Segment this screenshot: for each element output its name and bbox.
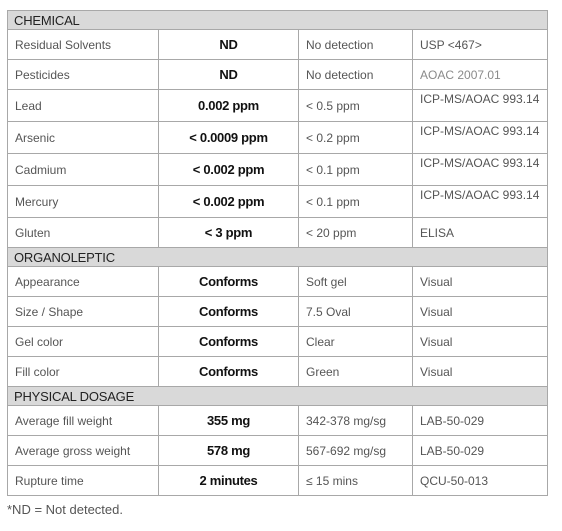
section-header-organoleptic bbox=[8, 248, 548, 267]
result-cell: < 0.002 ppm bbox=[159, 154, 299, 186]
param-cell: Fill color bbox=[8, 357, 159, 387]
method-cell: ICP-MS/AOAC 993.14 bbox=[413, 90, 548, 122]
table-row bbox=[8, 154, 548, 186]
table-row bbox=[8, 90, 548, 122]
table-row bbox=[8, 436, 548, 466]
method-cell: ICP-MS/AOAC 993.14 bbox=[413, 154, 548, 186]
table-row bbox=[8, 267, 548, 297]
result-cell: 0.002 ppm bbox=[159, 90, 299, 122]
spec-cell: < 0.1 ppm bbox=[299, 186, 413, 218]
param-cell: Average gross weight bbox=[8, 436, 159, 466]
param-cell: Arsenic bbox=[8, 122, 159, 154]
method-cell: ICP-MS/AOAC 993.14 bbox=[413, 186, 548, 218]
result-cell: Conforms bbox=[159, 267, 299, 297]
method-cell: AOAC 2007.01 bbox=[413, 60, 548, 90]
specification-sheet bbox=[7, 10, 547, 496]
section-title: ORGANOLEPTIC bbox=[8, 248, 548, 267]
spec-cell: < 20 ppm bbox=[299, 218, 413, 248]
section-header-physical-dosage bbox=[8, 387, 548, 406]
section-title: PHYSICAL DOSAGE bbox=[8, 387, 548, 406]
method-cell: Visual bbox=[413, 327, 548, 357]
param-cell: Mercury bbox=[8, 186, 159, 218]
spec-cell: Clear bbox=[299, 327, 413, 357]
spec-cell: 7.5 Oval bbox=[299, 297, 413, 327]
param-cell: Average fill weight bbox=[8, 406, 159, 436]
table-row bbox=[8, 466, 548, 496]
param-cell: Lead bbox=[8, 90, 159, 122]
result-cell: ND bbox=[159, 30, 299, 60]
param-cell: Cadmium bbox=[8, 154, 159, 186]
result-cell: < 3 ppm bbox=[159, 218, 299, 248]
param-cell: Appearance bbox=[8, 267, 159, 297]
spec-cell: 342-378 mg/sg bbox=[299, 406, 413, 436]
result-cell: < 0.002 ppm bbox=[159, 186, 299, 218]
spec-cell: < 0.2 ppm bbox=[299, 122, 413, 154]
table-row bbox=[8, 60, 548, 90]
table-row bbox=[8, 186, 548, 218]
result-cell: 355 mg bbox=[159, 406, 299, 436]
result-cell: ND bbox=[159, 60, 299, 90]
param-cell: Gel color bbox=[8, 327, 159, 357]
spec-cell: < 0.1 ppm bbox=[299, 154, 413, 186]
method-cell: Visual bbox=[413, 297, 548, 327]
table-row bbox=[8, 327, 548, 357]
spec-cell: No detection bbox=[299, 30, 413, 60]
table-row bbox=[8, 30, 548, 60]
param-cell: Pesticides bbox=[8, 60, 159, 90]
table-row bbox=[8, 218, 548, 248]
result-cell: < 0.0009 ppm bbox=[159, 122, 299, 154]
param-cell: Residual Solvents bbox=[8, 30, 159, 60]
spec-cell: Green bbox=[299, 357, 413, 387]
param-cell: Size / Shape bbox=[8, 297, 159, 327]
method-cell: ELISA bbox=[413, 218, 548, 248]
spec-cell: No detection bbox=[299, 60, 413, 90]
spec-cell: Soft gel bbox=[299, 267, 413, 297]
method-cell: Visual bbox=[413, 357, 548, 387]
result-cell: Conforms bbox=[159, 327, 299, 357]
method-cell: Visual bbox=[413, 267, 548, 297]
table-row bbox=[8, 122, 548, 154]
table-row bbox=[8, 297, 548, 327]
method-cell: LAB-50-029 bbox=[413, 406, 548, 436]
section-title: CHEMICAL bbox=[8, 11, 548, 30]
table-row bbox=[8, 357, 548, 387]
method-cell: QCU-50-013 bbox=[413, 466, 548, 496]
section-header-chemical bbox=[8, 11, 548, 30]
result-cell: Conforms bbox=[159, 357, 299, 387]
param-cell: Gluten bbox=[8, 218, 159, 248]
spec-cell: < 0.5 ppm bbox=[299, 90, 413, 122]
result-cell: 578 mg bbox=[159, 436, 299, 466]
result-cell: 2 minutes bbox=[159, 466, 299, 496]
results-table bbox=[7, 10, 548, 496]
result-cell: Conforms bbox=[159, 297, 299, 327]
table-row bbox=[8, 406, 548, 436]
spec-cell: 567-692 mg/sg bbox=[299, 436, 413, 466]
method-cell: USP <467> bbox=[413, 30, 548, 60]
spec-cell: ≤ 15 mins bbox=[299, 466, 413, 496]
method-cell: ICP-MS/AOAC 993.14 bbox=[413, 122, 548, 154]
method-cell: LAB-50-029 bbox=[413, 436, 548, 466]
footnote: *ND = Not detected. bbox=[7, 502, 123, 517]
param-cell: Rupture time bbox=[8, 466, 159, 496]
